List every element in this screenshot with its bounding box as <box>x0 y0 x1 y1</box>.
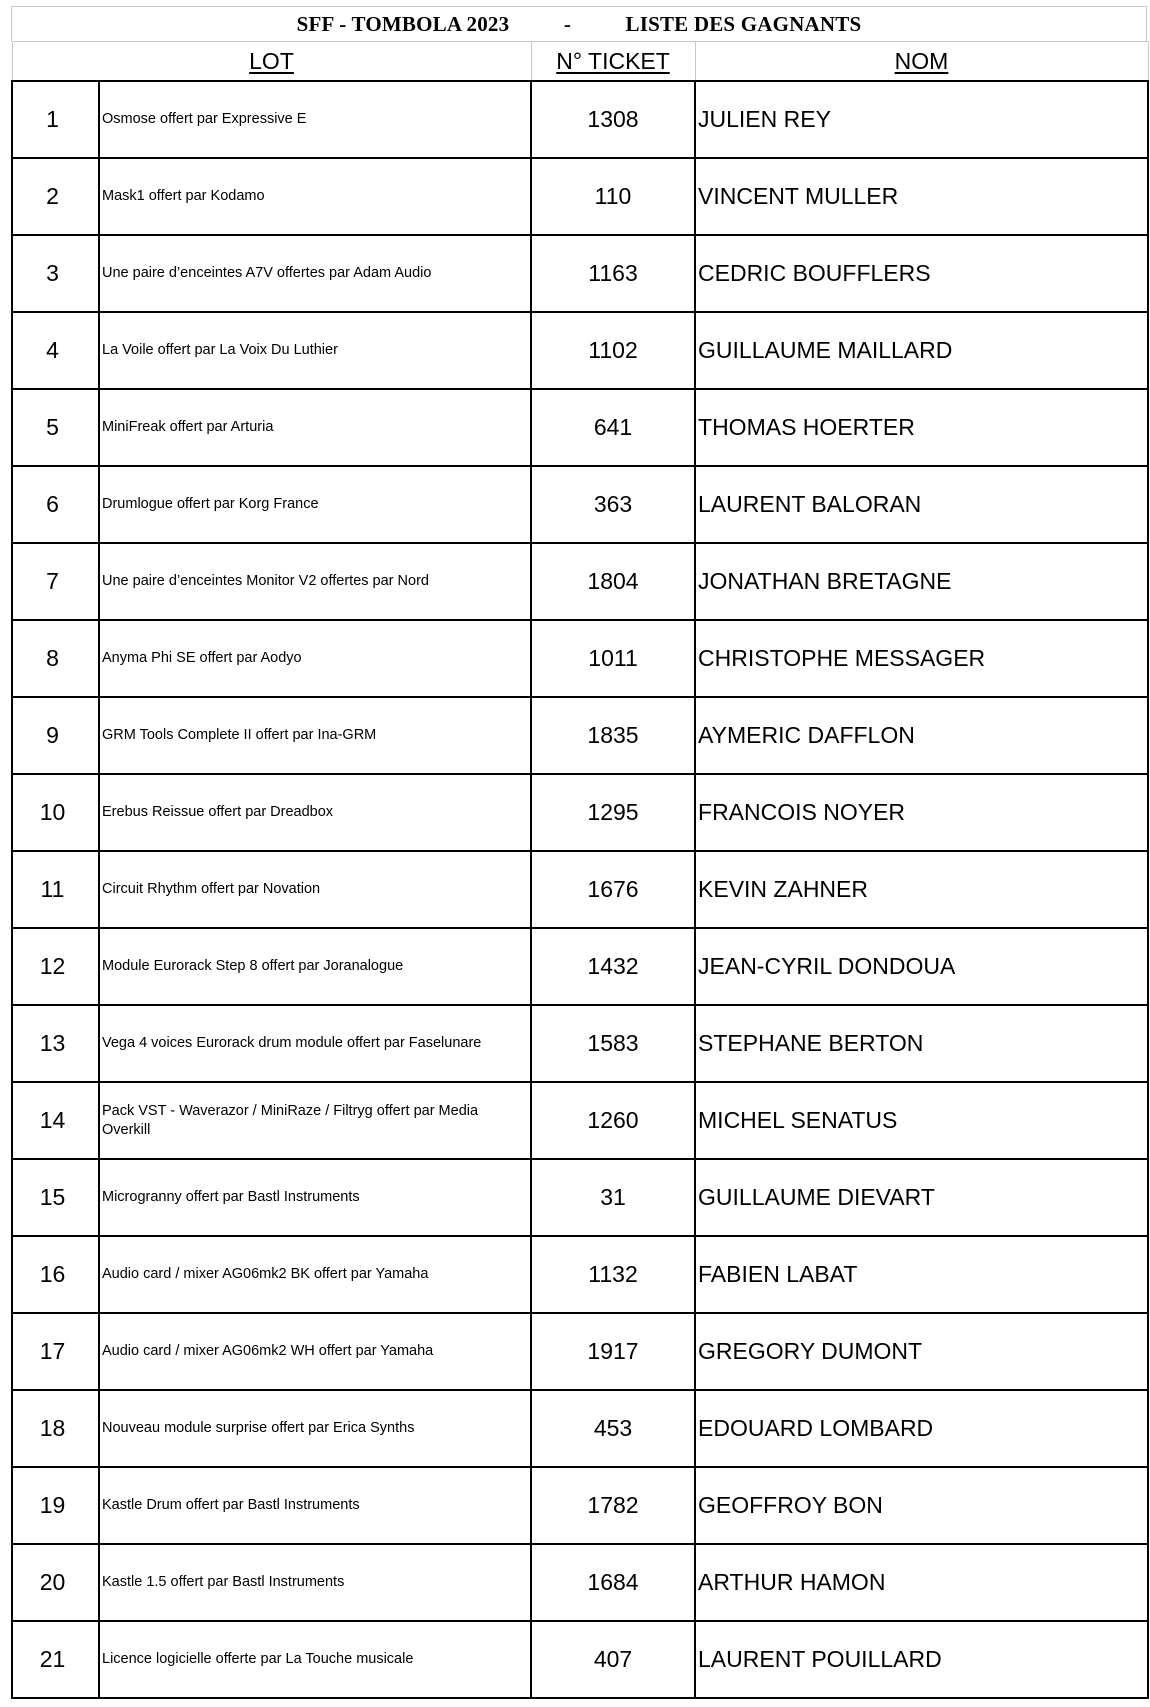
winner-name: VINCENT MULLER <box>695 158 1148 235</box>
lot-description: Erebus Reissue offert par Dreadbox <box>99 774 531 851</box>
table-row <box>12 851 1148 928</box>
winner-name: THOMAS HOERTER <box>695 389 1148 466</box>
table-row <box>12 1467 1148 1544</box>
table-row <box>12 543 1148 620</box>
lot-number: 9 <box>12 697 99 774</box>
ticket-number: 1260 <box>531 1082 695 1159</box>
lot-number: 17 <box>12 1313 99 1390</box>
ticket-number: 1163 <box>531 235 695 312</box>
winner-name: AYMERIC DAFFLON <box>695 697 1148 774</box>
winner-name: JONATHAN BRETAGNE <box>695 543 1148 620</box>
ticket-number: 1835 <box>531 697 695 774</box>
winners-table <box>11 41 1149 1699</box>
ticket-number: 1782 <box>531 1467 695 1544</box>
table-row <box>12 312 1148 389</box>
lot-number: 12 <box>12 928 99 1005</box>
ticket-number: 1011 <box>531 620 695 697</box>
table-row <box>12 1005 1148 1082</box>
table-row <box>12 774 1148 851</box>
lot-number: 20 <box>12 1544 99 1621</box>
winner-name: JEAN-CYRIL DONDOUA <box>695 928 1148 1005</box>
winner-name: ARTHUR HAMON <box>695 1544 1148 1621</box>
table-row <box>12 1236 1148 1313</box>
table-row <box>12 697 1148 774</box>
ticket-number: 1295 <box>531 774 695 851</box>
lot-description: Osmose offert par Expressive E <box>99 81 531 158</box>
lot-number: 5 <box>12 389 99 466</box>
winner-name: CEDRIC BOUFFLERS <box>695 235 1148 312</box>
winner-name: GUILLAUME DIEVART <box>695 1159 1148 1236</box>
title-list: LISTE DES GAGNANTS <box>625 11 862 36</box>
lot-description: Module Eurorack Step 8 offert par Joranalogue <box>99 928 531 1005</box>
ticket-number: 1917 <box>531 1313 695 1390</box>
table-row <box>12 1313 1148 1390</box>
page-title <box>11 6 1147 41</box>
table-row <box>12 1544 1148 1621</box>
winner-name: LAURENT BALORAN <box>695 466 1148 543</box>
lot-number: 14 <box>12 1082 99 1159</box>
lot-description: Drumlogue offert par Korg France <box>99 466 531 543</box>
lot-number: 10 <box>12 774 99 851</box>
table-header-row <box>12 42 1148 82</box>
table-row <box>12 158 1148 235</box>
lot-number: 21 <box>12 1621 99 1698</box>
column-header-nom: NOM <box>695 42 1148 82</box>
lot-description: Une paire d’enceintes Monitor V2 offertes par Nord <box>99 543 531 620</box>
ticket-number: 1676 <box>531 851 695 928</box>
ticket-number: 1432 <box>531 928 695 1005</box>
table-row <box>12 1082 1148 1159</box>
winner-name: EDOUARD LOMBARD <box>695 1390 1148 1467</box>
ticket-number: 1132 <box>531 1236 695 1313</box>
lot-number: 2 <box>12 158 99 235</box>
table-row <box>12 466 1148 543</box>
lot-description: Microgranny offert par Bastl Instruments <box>99 1159 531 1236</box>
table-row <box>12 81 1148 158</box>
winners-sheet <box>11 6 1147 1699</box>
winner-name: GREGORY DUMONT <box>695 1313 1148 1390</box>
ticket-number: 407 <box>531 1621 695 1698</box>
lot-number: 15 <box>12 1159 99 1236</box>
lot-description: La Voile offert par La Voix Du Luthier <box>99 312 531 389</box>
lot-description: Anyma Phi SE offert par Aodyo <box>99 620 531 697</box>
ticket-number: 363 <box>531 466 695 543</box>
lot-description: GRM Tools Complete II offert par Ina-GRM <box>99 697 531 774</box>
lot-number: 8 <box>12 620 99 697</box>
ticket-number: 1804 <box>531 543 695 620</box>
table-row <box>12 389 1148 466</box>
lot-number: 3 <box>12 235 99 312</box>
ticket-number: 453 <box>531 1390 695 1467</box>
lot-number: 19 <box>12 1467 99 1544</box>
winner-name: CHRISTOPHE MESSAGER <box>695 620 1148 697</box>
table-row <box>12 1621 1148 1698</box>
column-header-ticket: N° TICKET <box>531 42 695 82</box>
winner-name: FABIEN LABAT <box>695 1236 1148 1313</box>
lot-number: 4 <box>12 312 99 389</box>
ticket-number: 1684 <box>531 1544 695 1621</box>
lot-description: Kastle 1.5 offert par Bastl Instruments <box>99 1544 531 1621</box>
lot-number: 6 <box>12 466 99 543</box>
ticket-number: 110 <box>531 158 695 235</box>
title-separator: - <box>563 11 572 36</box>
winner-name: STEPHANE BERTON <box>695 1005 1148 1082</box>
ticket-number: 31 <box>531 1159 695 1236</box>
lot-description: Pack VST - Waverazor / MiniRaze / Filtryg offert par Media Overkill <box>99 1082 531 1159</box>
lot-description: Vega 4 voices Eurorack drum module offert par Faselunare <box>99 1005 531 1082</box>
lot-description: Audio card / mixer AG06mk2 BK offert par Yamaha <box>99 1236 531 1313</box>
lot-number: 11 <box>12 851 99 928</box>
lot-description: Une paire d’enceintes A7V offertes par Adam Audio <box>99 235 531 312</box>
table-row <box>12 1390 1148 1467</box>
lot-description: Audio card / mixer AG06mk2 WH offert par Yamaha <box>99 1313 531 1390</box>
table-row <box>12 235 1148 312</box>
lot-number: 7 <box>12 543 99 620</box>
winner-name: GEOFFROY BON <box>695 1467 1148 1544</box>
winner-name: MICHEL SENATUS <box>695 1082 1148 1159</box>
table-row <box>12 620 1148 697</box>
lot-description: Licence logicielle offerte par La Touche musicale <box>99 1621 531 1698</box>
winner-name: JULIEN REY <box>695 81 1148 158</box>
lot-description: MiniFreak offert par Arturia <box>99 389 531 466</box>
winner-name: LAURENT POUILLARD <box>695 1621 1148 1698</box>
lot-description: Kastle Drum offert par Bastl Instruments <box>99 1467 531 1544</box>
lot-number: 18 <box>12 1390 99 1467</box>
ticket-number: 1308 <box>531 81 695 158</box>
winner-name: KEVIN ZAHNER <box>695 851 1148 928</box>
lot-number: 1 <box>12 81 99 158</box>
lot-description: Mask1 offert par Kodamo <box>99 158 531 235</box>
lot-number: 13 <box>12 1005 99 1082</box>
title-event: SFF - TOMBOLA 2023 <box>296 11 510 36</box>
lot-description: Nouveau module surprise offert par Erica Synths <box>99 1390 531 1467</box>
ticket-number: 1102 <box>531 312 695 389</box>
lot-number: 16 <box>12 1236 99 1313</box>
table-row <box>12 928 1148 1005</box>
ticket-number: 641 <box>531 389 695 466</box>
table-row <box>12 1159 1148 1236</box>
ticket-number: 1583 <box>531 1005 695 1082</box>
column-header-lot: LOT <box>12 42 531 82</box>
winner-name: GUILLAUME MAILLARD <box>695 312 1148 389</box>
lot-description: Circuit Rhythm offert par Novation <box>99 851 531 928</box>
winner-name: FRANCOIS NOYER <box>695 774 1148 851</box>
table-body <box>12 81 1148 1698</box>
